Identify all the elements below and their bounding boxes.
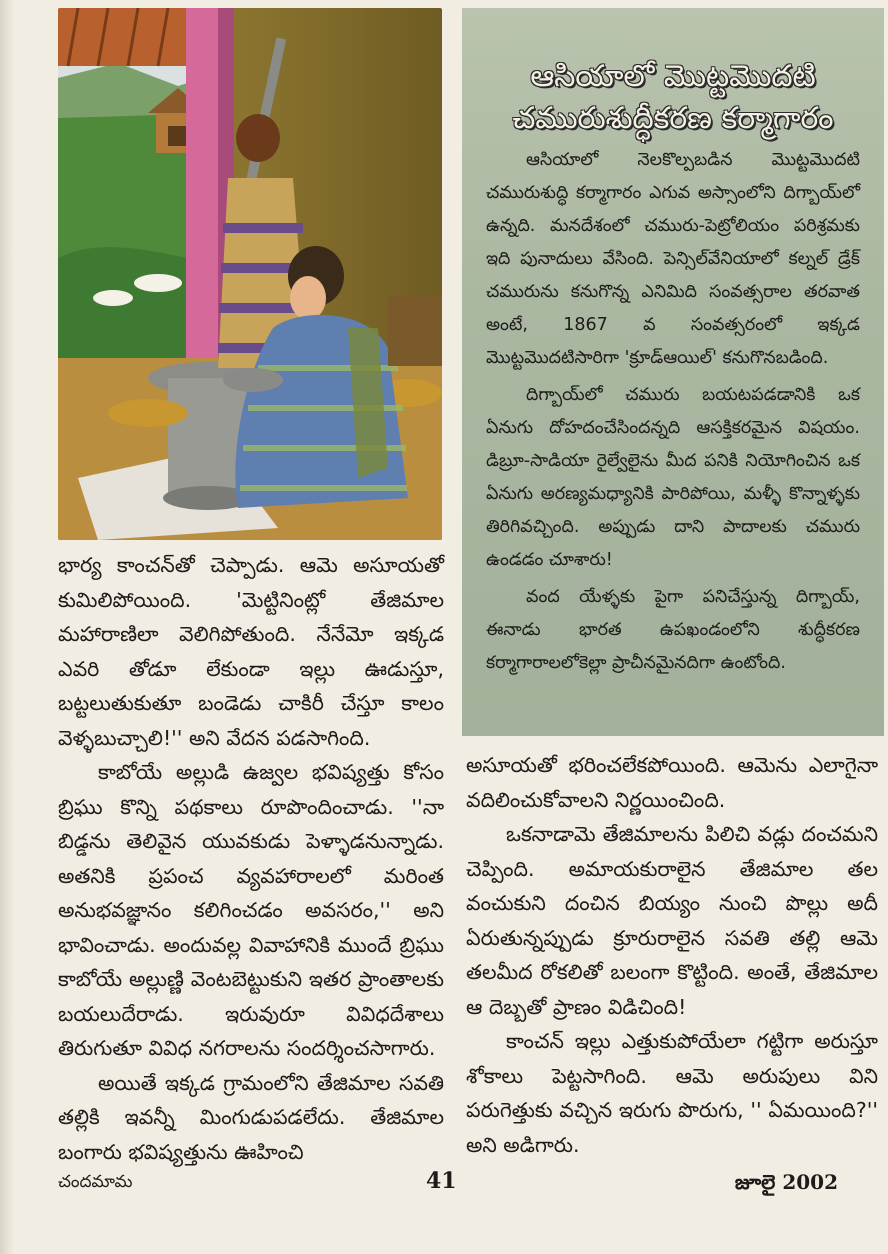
story-paragraph: అసూయతో భరించలేకపోయింది. ఆమెను ఎలాగైనా వదిలించుకోవాలని నిర్ణయించింది. [466,753,878,812]
sidebox-body [462,140,884,680]
sidebox-paragraph: దిగ్బాయ్‌లో చమురు బయటపడడానికి ఒక ఏనుగు దోహదంచేసిందన్నది ఆసక్తికరమైన విషయం. డిబ్రూ-సాడియా రైల్వేలైను మీద పనికి నియోగించిన ఒక ఏనుగు అరణ్యమధ్యానికి పారిపోయి, మళ్ళీ కొన్నాళ్ళకు తిరిగివచ్చింది. అప్పుడు దాని పాదాలకు చమురు ఉండడం చూశారు! [486,385,860,570]
page-number: 41 [426,1168,457,1194]
sidebox-paragraph: వంద యేళ్ళకు పైగా పనిచేస్తున్న దిగ్బాయ్, ఈనాడు భారత ఉపఖండంలోని శుద్ధీకరణ కర్మాగారాలలోకెల్లా ప్రాచీనమైనదిగా ఉంటోంది. [486,587,860,673]
story-paragraph: ఒకనాడామె తేజిమాలను పిలిచి వడ్లు దంచమని చెప్పింది. అమాయకురాలైన తేజిమాల తల వంచుకుని దంచిన బియ్యం నుంచి పొల్లు అదీ ఏరుతున్నప్పుడు క్రూరురాలైన సవతి తల్లి ఆమె తలమీద రోకలితో బలంగా కొట్టింది. అంతే, తేజిమాల ఆ దెబ్బతో ప్రాణం విడిచింది! [466,822,878,1019]
page-edge [0,0,14,1254]
story-paragraph: కాంచన్ ఇల్లు ఎత్తుకుపోయేలా గట్టిగా అరుస్తూ శోకాలు పెట్టసాగింది. ఆమె అరుపులు విని పరుగెత్తుకు వచ్చిన ఇరుగు పొరుగు, '' ఏమయింది?'' అని అడిగారు. [466,1029,878,1157]
left-text-column [58,548,444,1169]
story-illustration [58,8,442,540]
issue-date: జూలై 2002 [734,1170,838,1194]
illustration-drawing [58,8,442,540]
info-sidebox [462,8,884,736]
sidebox-paragraph: ఆసియాలో నెలకొల్పబడిన మొట్టమొదటి చమురుశుద్ధి కర్మాగారం ఎగువ అస్సాంలోని దిగ్బాయ్‌లో ఉన్నది. మనదేశంలో చమురు-పెట్రోలియం పరిశ్రమకు ఇది పునాదులు వేసింది. పెన్సిల్‌వేనియాలో కల్నల్ డ్రేక్ చమురును కనుగొన్న ఎనిమిది సంవత్సరాల తరవాత అంటే, 1867 వ సంవత్సరంలో ఇక్కడ మొట్టమొదటిసారిగా 'క్రూడ్‌ఆయిల్' కనుగొనబడింది. [486,150,860,368]
story-paragraph: కాబోయే అల్లుడి ఉజ్వల భవిష్యత్తు కోసం బ్రిఘు కొన్ని పథకాలు రూపొందించాడు. ''నా బిడ్డను తెలివైన యువకుడు పెళ్ళాడనున్నాడు. అతనికి ప్రపంచ వ్యవహారాలలో మరింత అనుభవజ్ఞానం కలిగించడం అవసరం,'' అని భావించాడు. అందువల్ల వివాహానికి ముందే బ్రిఘు కాబోయే అల్లుణ్ణి వెంటబెట్టుకుని ఇతర ప్రాంతాలకు బయలుదేరాడు. ఇరువురూ వివిధదేశాలు తిరుగుతూ వివిధ నగరాలను సందర్శించసాగారు. [58,760,444,1060]
magazine-name: చందమామ [58,1172,133,1192]
right-text-column [466,748,878,1162]
story-paragraph: భార్య కాంచన్‌తో చెప్పాడు. ఆమె అసూయతో కుమిలిపోయింది. 'మెట్టినింట్లో తేజిమాల మహారాణిలా వెలిగిపోతుంది. నేనేమో ఇక్కడ ఎవరి తోడూ లేకుండా ఇల్లు ఊడుస్తూ, బట్టలుతుకుతూ బండెడు చాకిరీ చేస్తూ కాలం వెళ్ళబుచ్చాలి!'' అని వేదన పడసాగింది. [58,553,444,750]
sidebox-title: ఆసియాలో మొట్టమొదటి చమురుశుద్ధీకరణ కర్మాగారం [512,59,834,136]
story-paragraph: అయితే ఇక్కడ గ్రామంలోని తేజిమాల సవతి తల్లికి ఇవన్నీ మింగుడుపడలేదు. తేజిమాల బంగారు భవిష్యత్తును ఊహించి [58,1070,444,1164]
